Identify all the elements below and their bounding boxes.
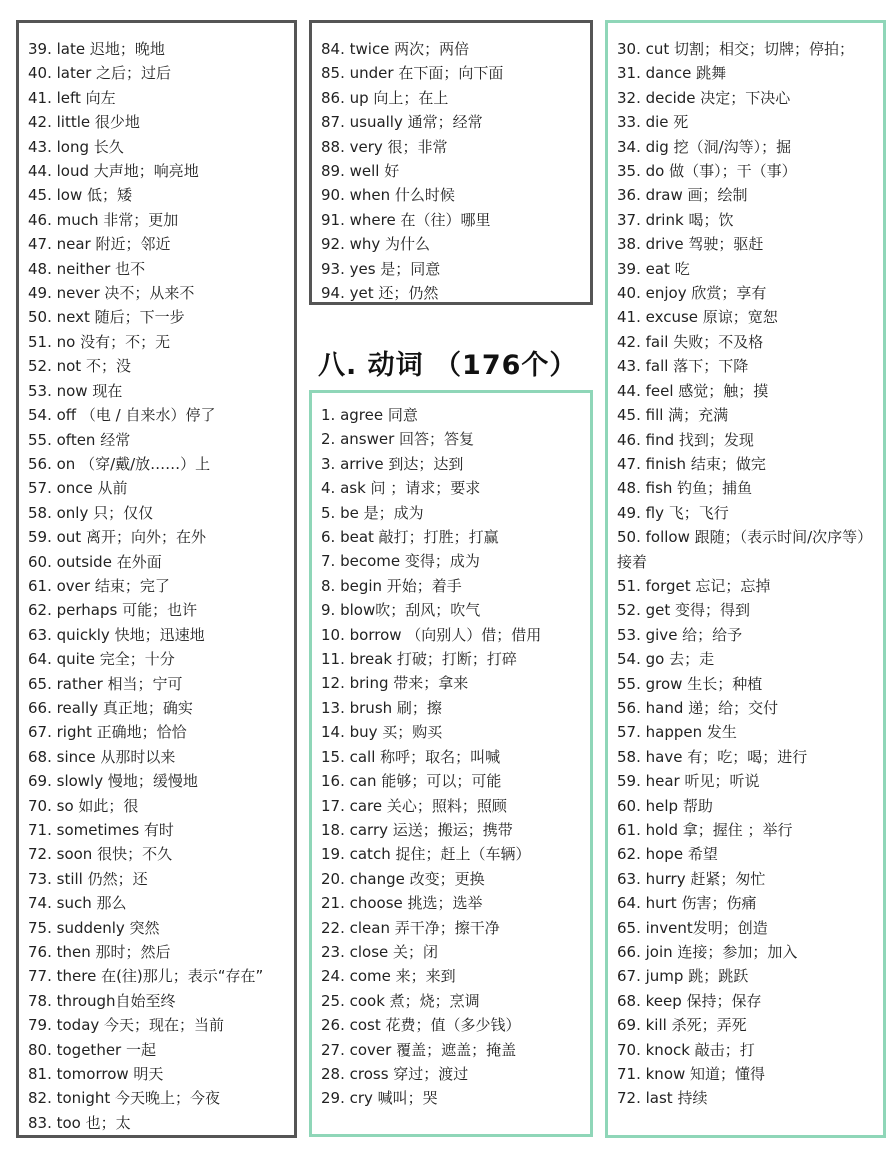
vocab-entry: 67. right 正确地；恰恰	[28, 723, 187, 742]
vocab-entry: 10. borrow （向别人）借；借用	[321, 625, 542, 644]
vocab-entry: 38. drive 驾驶；驱赶	[617, 235, 764, 254]
vocab-entry: 39. eat 吃	[617, 259, 690, 278]
vocab-entry: 31. dance 跳舞	[617, 64, 727, 83]
vocab-entry: 86. up 向上；在上	[321, 88, 449, 107]
vocab-entry: 23. close 关；闭	[321, 942, 439, 961]
vocab-entry: 39. late 迟地；晚地	[28, 40, 165, 58]
vocab-entry: 40. enjoy 欣赏；享有	[617, 284, 767, 303]
vocab-entry: 61. hold 拿；握住 ；举行	[617, 821, 793, 839]
vocab-entry: 13. brush 刷；擦	[321, 698, 442, 717]
vocab-entry: 60. outside 在外面	[28, 552, 162, 571]
vocab-entry: 75. suddenly 突然	[28, 918, 160, 937]
vocab-entry: 29. cry 喊叫；哭	[321, 1089, 438, 1108]
vocab-entry: 47. near 附近；邻近	[28, 235, 171, 254]
vocab-entry: 70. so 如此；很	[28, 796, 139, 815]
vocab-entry: 94. yet 还；仍然	[321, 284, 439, 303]
vocab-entry: 72. last 持续	[617, 1089, 708, 1108]
vocab-entry: 50. follow 跟随；（表示时间/次序等）接着	[617, 528, 873, 571]
vocab-entry: 14. buy 买；购买	[321, 723, 443, 742]
vocab-entry: 59. hear 听见；听说	[617, 772, 760, 791]
vocab-entry: 68. keep 保持；保存	[617, 991, 762, 1010]
vocab-entry: 48. fish 钓鱼；捕鱼	[617, 479, 753, 498]
vocab-entry: 11. break 打破；打断；打碎	[321, 650, 517, 669]
vocab-entry: 79. today 今天；现在；当前	[28, 1016, 225, 1035]
vocab-entry: 68. since 从那时以来	[28, 747, 176, 766]
verb-list-box-1	[309, 390, 593, 1137]
adverb-list-box-2	[309, 20, 593, 305]
vocab-entry: 91. where 在（往）哪里	[321, 210, 491, 229]
vocab-entry: 70. knock 敲击；打	[617, 1040, 755, 1059]
vocab-entry: 57. once 从前	[28, 479, 128, 498]
vocab-entry: 59. out 离开；向外；在外	[28, 528, 206, 547]
vocab-entry: 64. hurt 伤害；伤痛	[617, 894, 757, 913]
vocab-entry: 69. slowly 慢地；缓慢地	[28, 772, 198, 791]
vocab-entry: 53. give 给；给予	[617, 625, 743, 644]
vocab-entry: 88. very 很；非常	[321, 137, 448, 156]
vocab-entry: 62. perhaps 可能；也许	[28, 601, 198, 620]
vocab-entry: 93. yes 是；同意	[321, 259, 441, 278]
vocab-entry: 56. on （穿/戴/放……）上	[28, 454, 211, 473]
vocab-entry: 49. never 决不；从来不	[28, 284, 195, 303]
vocab-entry: 84. twice 两次；两倍	[321, 40, 470, 58]
adverb-list-1	[28, 37, 294, 1135]
vocab-entry: 48. neither 也不	[28, 259, 146, 278]
vocab-entry: 52. not 不；没	[28, 357, 131, 376]
vocab-entry: 42. little 很少地	[28, 113, 140, 132]
vocab-entry: 37. drink 喝；饮	[617, 210, 734, 229]
vocab-entry: 50. next 随后；下一步	[28, 308, 185, 327]
verb-list-box-2	[605, 20, 886, 1138]
vocab-entry: 26. cost 花费；值（多少钱）	[321, 1016, 521, 1035]
vocab-entry: 40. later 之后；过后	[28, 64, 172, 83]
vocab-entry: 42. fail 失败；不及格	[617, 332, 764, 351]
vocab-entry: 55. grow 生长；种植	[617, 674, 763, 693]
vocab-entry: 51. no 没有；不；无	[28, 332, 171, 351]
vocab-entry: 51. forget 忘记；忘掉	[617, 576, 771, 595]
vocab-entry: 81. tomorrow 明天	[28, 1065, 164, 1084]
vocab-entry: 24. come 来；来到	[321, 967, 456, 986]
vocab-entry: 6. beat 敲打；打胜；打赢	[321, 528, 499, 547]
vocab-entry: 57. happen 发生	[617, 723, 737, 742]
vocab-entry: 92. why 为什么	[321, 235, 431, 254]
vocab-entry: 87. usually 通常；经常	[321, 113, 483, 132]
vocab-entry: 17. care 关心；照料；照顾	[321, 796, 507, 815]
vocab-entry: 1. agree 同意	[321, 406, 418, 424]
vocab-entry: 54. off （电 / 自来水）停了	[28, 406, 216, 425]
vocab-entry: 5. be 是；成为	[321, 503, 424, 522]
vocab-entry: 34. dig 挖（洞/沟等）；掘	[617, 137, 792, 156]
vocab-entry: 16. can 能够；可以；可能	[321, 772, 502, 791]
vocab-entry: 76. then 那时；然后	[28, 943, 171, 962]
vocab-entry: 65. invent发明；创造	[617, 918, 768, 937]
vocab-entry: 61. over 结束；完了	[28, 576, 170, 595]
vocab-entry: 62. hope 希望	[617, 845, 718, 864]
vocab-entry: 45. fill 满；充满	[617, 406, 729, 425]
vocab-entry: 46. much 非常；更加	[28, 210, 179, 229]
vocab-entry: 58. have 有；吃；喝；进行	[617, 747, 808, 766]
vocab-entry: 41. excuse 原谅；宽恕	[617, 308, 778, 327]
vocab-entry: 36. draw 画；绘制	[617, 186, 748, 205]
vocab-entry: 66. really 真正地；确实	[28, 698, 193, 717]
vocab-entry: 2. answer 回答；答复	[321, 430, 475, 449]
vocab-entry: 9. blow吹；刮风；吹气	[321, 601, 481, 620]
vocab-entry: 65. rather 相当；宁可	[28, 674, 183, 693]
vocab-entry: 30. cut 切割；相交；切牌；停拍；	[617, 40, 855, 58]
vocab-entry: 35. do 做（事）；干（事）	[617, 162, 797, 181]
adverb-list-2	[321, 37, 590, 305]
vocab-entry: 53. now 现在	[28, 381, 123, 400]
vocab-entry: 63. quickly 快地；迅速地	[28, 625, 205, 644]
verb-list-1	[321, 403, 590, 1111]
vocab-entry: 54. go 去；走	[617, 650, 715, 669]
vocab-entry: 3. arrive 到达；达到	[321, 454, 464, 473]
vocab-entry: 27. cover 覆盖；遮盖；掩盖	[321, 1040, 517, 1059]
vocab-entry: 46. find 找到；发现	[617, 430, 754, 449]
section-title-verbs: 八. 动词 （176个）	[318, 350, 578, 381]
vocab-entry: 69. kill 杀死；弄死	[617, 1016, 747, 1035]
vocab-entry: 4. ask 问 ；请求；要求	[321, 479, 481, 498]
vocab-entry: 60. help 帮助	[617, 796, 713, 815]
vocab-entry: 63. hurry 赶紧；匆忙	[617, 869, 766, 888]
vocab-entry: 25. cook 煮；烧；烹调	[321, 991, 480, 1010]
vocab-entry: 12. bring 带来；拿来	[321, 674, 469, 693]
vocab-entry: 32. decide 决定；下决心	[617, 88, 791, 107]
vocab-entry: 67. jump 跳；跳跃	[617, 967, 749, 986]
vocab-entry: 22. clean 弄干净；擦干净	[321, 918, 500, 937]
vocab-entry: 55. often 经常	[28, 430, 131, 449]
verb-list-2	[617, 37, 875, 1111]
vocab-entry: 58. only 只；仅仅	[28, 503, 154, 522]
vocab-entry: 83. too 也；太	[28, 1113, 131, 1132]
vocab-entry: 64. quite 完全；十分	[28, 650, 175, 669]
vocab-entry: 71. know 知道；懂得	[617, 1065, 766, 1084]
vocab-entry: 49. fly 飞；飞行	[617, 503, 729, 522]
vocab-entry: 80. together 一起	[28, 1040, 156, 1059]
vocab-entry: 44. loud 大声地；响亮地	[28, 162, 199, 181]
vocab-entry: 82. tonight 今天晚上；今夜	[28, 1089, 221, 1108]
vocab-entry: 43. fall 落下；下降	[617, 357, 749, 376]
vocab-entry: 20. change 改变；更换	[321, 869, 485, 888]
vocab-entry: 78. through自始至终	[28, 991, 176, 1010]
vocab-entry: 52. get 变得；得到	[617, 601, 751, 620]
vocab-entry: 33. die 死	[617, 113, 689, 132]
vocab-entry: 74. such 那么	[28, 894, 127, 913]
vocab-entry: 43. long 长久	[28, 137, 124, 156]
vocab-entry: 8. begin 开始；着手	[321, 576, 462, 595]
vocab-entry: 89. well 好	[321, 162, 400, 181]
vocab-entry: 71. sometimes 有时	[28, 821, 174, 839]
vocab-entry: 73. still 仍然；还	[28, 869, 148, 888]
vocab-entry: 72. soon 很快；不久	[28, 845, 173, 864]
vocab-entry: 56. hand 递；给；交付	[617, 698, 779, 717]
adverb-list-box-1	[16, 20, 297, 1138]
vocab-entry: 28. cross 穿过；渡过	[321, 1064, 469, 1083]
vocab-entry: 47. finish 结束；做完	[617, 454, 766, 473]
vocab-entry: 77. there 在(往)那儿；表示“存在”	[28, 967, 264, 986]
vocab-entry: 45. low 低；矮	[28, 186, 133, 205]
vocab-entry: 18. carry 运送；搬运；携带	[321, 820, 513, 839]
vocab-entry: 66. join 连接；参加；加入	[617, 943, 798, 962]
vocab-entry: 7. become 变得；成为	[321, 552, 480, 571]
vocab-entry: 19. catch 捉住；赶上（车辆）	[321, 845, 531, 864]
vocab-entry: 44. feel 感觉；触；摸	[617, 381, 769, 400]
vocab-entry: 90. when 什么时候	[321, 186, 455, 205]
vocab-entry: 85. under 在下面；向下面	[321, 64, 504, 83]
vocab-entry: 21. choose 挑选；选举	[321, 894, 483, 913]
vocab-entry: 41. left 向左	[28, 88, 116, 107]
vocab-entry: 15. call 称呼；取名；叫喊	[321, 747, 501, 766]
